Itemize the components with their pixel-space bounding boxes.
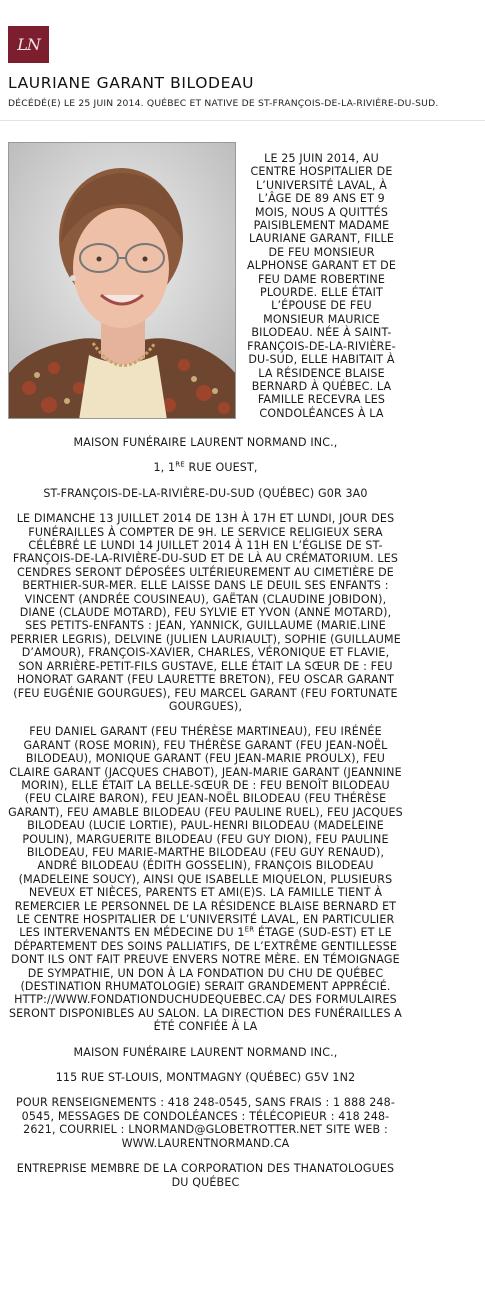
funeral-home-city: ST-FRANÇOIS-DE-LA-RIVIÈRE-DU-SUD (QUÉBEC) G0R 3A0 <box>43 486 368 500</box>
deceased-name: LAURIANE GARANT BILODEAU <box>8 74 255 92</box>
contact-info: POUR RENSEIGNEMENTS : 418 248-0545, SANS FRAIS : 1 888 248-0545, MESSAGES DE CONDOLÉANCES : TÉLÉCOPIEUR : 418 248-2621, COURRIEL : LNORMAND@GLOBETROTTER.NET SITE WEB : WWW.LAURENTNORMAND.CA <box>15 1096 396 1150</box>
obituary-paragraph-1: LE DIMANCHE 13 JUILLET 2014 DE 13H À 17H ET LUNDI, JOUR DES FUNÉRAILLES À COMPTER DE 9H. LE SERVICE RELIGIEUX SERA CÉLÉBRÉ LE LUNDI 14 JUILLET 2014 À 11H EN L’ÉGLISE DE ST-FRANÇOIS-DE-LA-RIVIÈRE-DU-SUD ET DE LÀ AU CRÉMATORIUM. LES CENDRES SERONT DÉPOSÉES ULTÉRIEUREMENT AU CIMETIÈRE DE BERTHIER-SUR-MER. ELLE LAISSE DANS LE DEUIL SES ENFANTS : VINCENT (ANDRÉE COUSINEAU), GAËTAN (CLAUDINE JOBIDON), DIANE (CLAUDE MOTARD), FEU SYLVIE ET YVON (ANNE MOTARD), SES PETITS-ENFANTS : JEAN, YANNICK, GUILLAUME (MARIE.LINE PERRIER LEGRIS), DELVINE (JULIEN LAURIAULT), SOPHIE (GUILLAUME D’AMOUR), FRANÇOIS-XAVIER, CHARLES, VÉRONIQUE ET FLAVIE, SON ARRIÈRE-PETIT-FILS GUSTAVE, ELLE ÉTAIT LA SŒUR DE : FEU HONORAT GARANT (FEU LAURETTE BRETON), FEU OSCAR GARANT (FEU EUGÉNIE GOURGUES), FEU MARCEL GARANT (FEU FORTUNATE GOURGUES), <box>10 512 401 713</box>
funeral-home-logo[interactable] <box>8 26 49 63</box>
photo-spacer <box>8 152 240 426</box>
membership-note: ENTREPRISE MEMBRE DE LA CORPORATION DES THANATOLOGUES DU QUÉBEC <box>16 1162 395 1189</box>
header-divider <box>0 120 485 121</box>
death-summary: DÉCÉDÉ(E) LE 25 JUIN 2014. QUÉBEC ET NATIVE DE ST-FRANÇOIS-DE-LA-RIVIÈRE-DU-SUD. <box>8 98 439 109</box>
funeral-home-address-2: 115 RUE ST-LOUIS, MONTMAGNY (QUÉBEC) G5V 1N2 <box>55 1071 356 1085</box>
obituary-intro: LE 25 JUIN 2014, AU CENTRE HOSPITALIER DE L’UNIVERSITÉ LAVAL, À L’ÂGE DE 89 ANS ET 9 MOIS, NOUS A QUITTÉS PAISIBLEMENT MADAME LAURIANE GARANT, FILLE DE FEU MONSIEUR ALPHONSE GARANT ET DE FEU DAME ROBERTINE PLOURDE. ELLE ÉTAIT L’ÉPOUSE DE FEU MONSIEUR MAURICE BILODEAU. NÉE À SAINT-FRANÇOIS-DE-LA-RIVIÈRE-DU-SUD, ELLE HABITAIT À LA RÉSIDENCE BLAISE BERNARD À QUÉBEC. LA FAMILLE RECEVRA LES CONDOLÉANCES À LA <box>246 152 397 420</box>
paragraph-2-start: FEU DANIEL GARANT (FEU THÉRÈSE MARTINEAU), FEU IRÉNÉE GARANT (ROSE MORIN), FEU THÉRÈSE GARANT (FEU JEAN-NOËL BILODEAU), MONIQUE GARANT (FEU JEAN-MARIE PROULX), FEU CLAIRE GARANT (JACQUES CHABOT), JEAN-MARIE GARANT (JEANNINE MORIN), ELLE ÉTAIT LA BELLE-SŒUR DE : FEU BENOÎT BILODEAU (FEU CLAIRE BARON), FEU JEAN-NOËL BILODEAU (FEU THÉRÈSE GARANT), FEU AMABLE BILODEAU (FEU PAULINE RUEL), FEU JACQUES BILODEAU (LUCIE LORTIE), PAUL-HENRI BILODEAU (MADELEINE POULIN), MARGUERITE BILODEAU (FEU GUY DION), FEU PAULINE BILODEAU, FEU MARIE-MARTHE BILODEAU (FEU GUY RENAUD), ANDRÉ BILODEAU (ÉDITH GOSSELIN), FRANÇOIS BILODEAU (MADELEINE SOUCY), AINSI QUE ISABELLE MIQUELON, PLUSIEURS NEVEUX ET NIÈCES, PARENTS ET AMI(E)S. LA FAMILLE TIENT À REMERCIER LE PERSONNEL DE LA RÉSIDENCE BLAISE BERNARD ET LE CENTRE HOSPITALIER DE L’UNIVERSITÉ LAVAL, EN PARTICULIER LES INTERVENANTS EN MÉDECINE DU 1 <box>8 725 403 940</box>
street-number: 1, 1 <box>153 461 176 475</box>
street-name: RUE OUEST, <box>184 461 258 475</box>
obituary-paragraph-2 <box>8 725 403 1033</box>
obituary-text <box>8 152 403 1201</box>
funeral-home-name-2: MAISON FUNÉRAIRE LAURENT NORMAND INC., <box>73 1045 338 1059</box>
funeral-home-street <box>8 461 403 474</box>
logo-monogram: LN <box>17 35 40 54</box>
paragraph-2-end: ÉTAGE (SUD-EST) ET LE DÉPARTEMENT DES SOINS PALLIATIFS, DE L’EXTRÊME GENTILLESSE DONT ILS ONT FAIT PREUVE ENVERS NOTRE MÈRE. EN TÉMOIGNAGE DE SYMPATHIE, UN DON À LA FONDATION DU CHU DE QUÉBEC (DESTINATION RHUMATOLOGIE) SERAIT GRANDEMENT APPRÉCIÉ. HTTP://WWW.FONDATIONDUCHUDEQUEBEC.CA/ DES FORMULAIRES SERONT DISPONIBLES AU SALON. LA DIRECTION DES FUNÉRAILLES A ÉTÉ CONFIÉE À LA <box>8 926 403 1034</box>
funeral-home-name: MAISON FUNÉRAIRE LAURENT NORMAND INC., <box>73 436 338 449</box>
floor-ordinal: ER <box>244 925 255 934</box>
street-ordinal: RE <box>175 460 185 469</box>
